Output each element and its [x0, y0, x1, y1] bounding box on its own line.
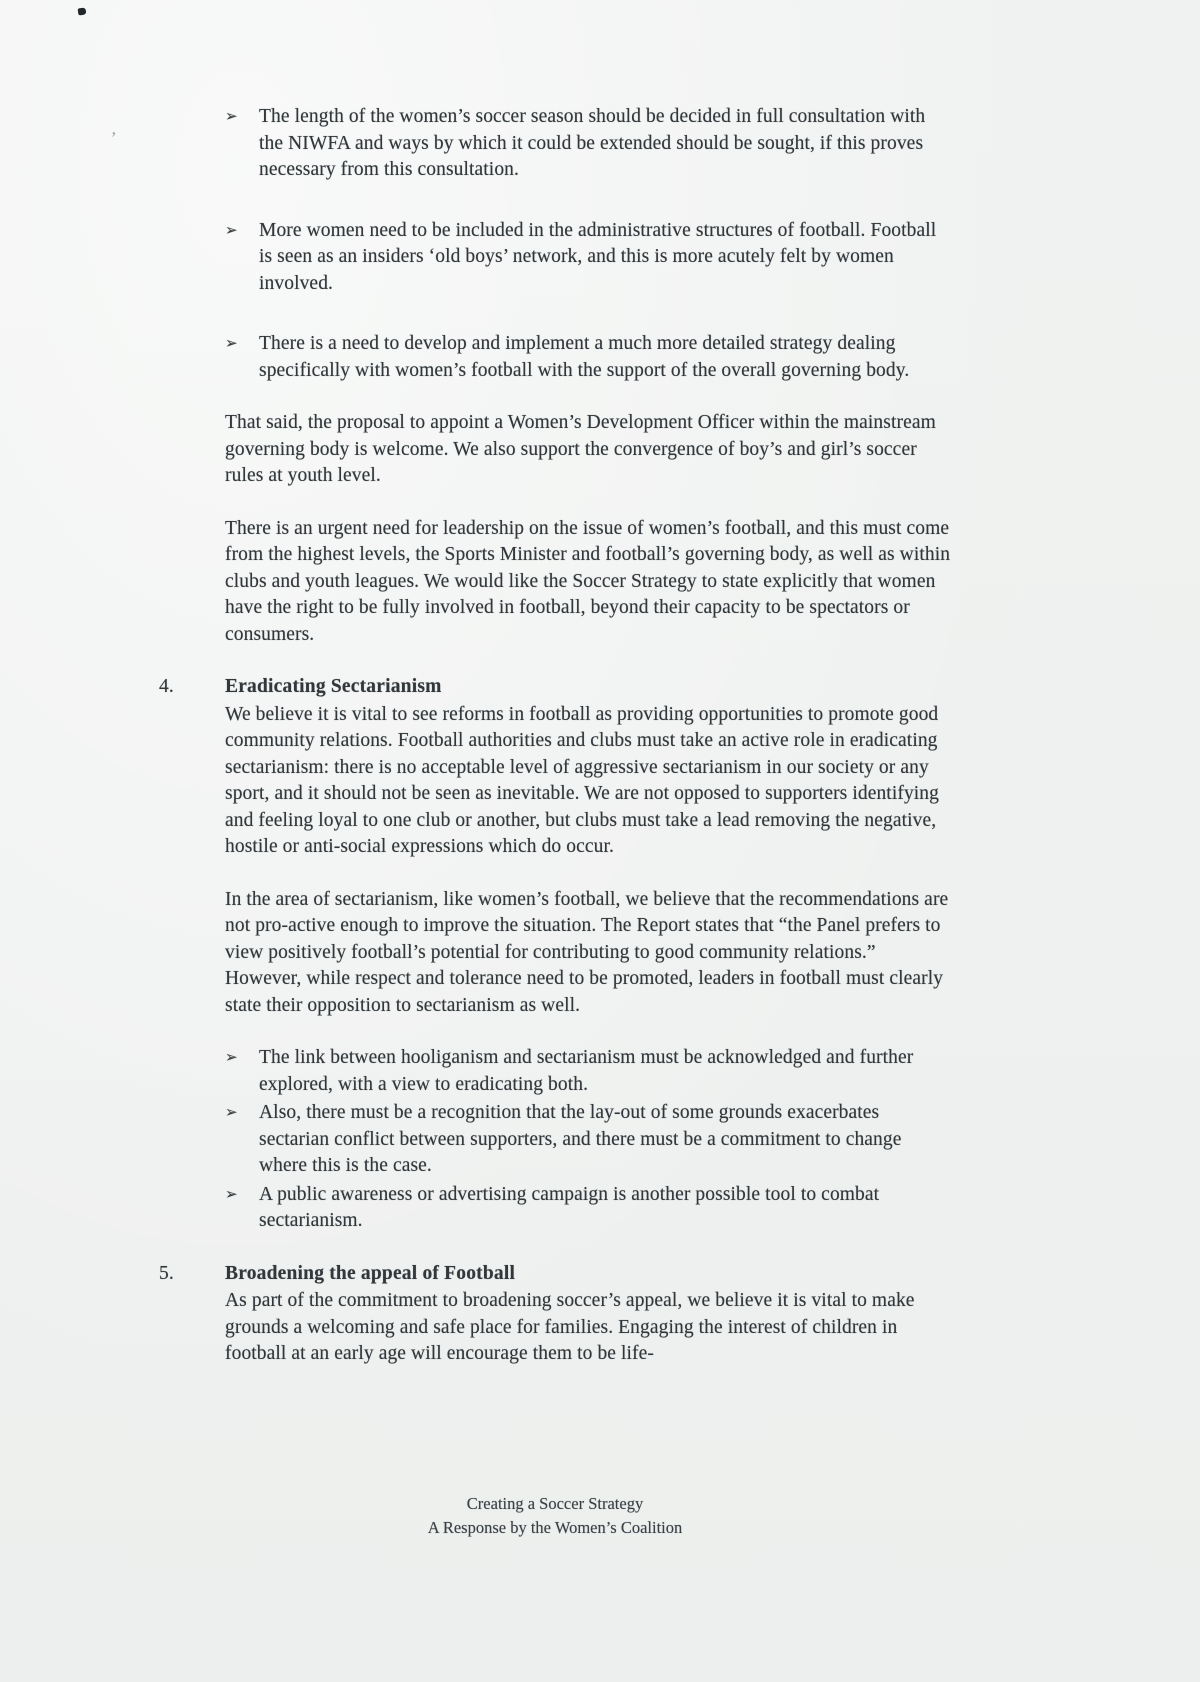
- arrow-bullet-icon: ➢: [225, 1050, 238, 1066]
- section-eradicating-sectarianism: [159, 674, 953, 861]
- bullet-text: Also, there must be a recognition that the lay-out of some grounds exacerbates sectarian conflict between supporters, and there must be a commitment to change where this is the case.: [259, 1102, 902, 1176]
- list-item: [225, 104, 953, 184]
- bullet-text: The length of the women’s soccer season should be decided in full consultation with the NIWFA and ways by which it could be extended should be sought, if this proves necessary from this consultation.: [259, 106, 926, 180]
- list-item: [225, 1100, 953, 1180]
- paragraph-in-the-area: In the area of sectarianism, like women’s football, we believe that the recommendations are not pro-active enough to improve the situation. The Report states that “the Panel prefers to view positively football’s potential for contributing to good community relations.” However, while respect and tolerance need to be promoted, leaders in football must clearly state their opposition to sectarianism as well.: [225, 888, 949, 1016]
- bullet-list-womens-football: [225, 104, 953, 384]
- paragraph-urgent-need: There is an urgent need for leadership on the issue of women’s football, and this must come from the highest levels, the Sports Minister and football’s governing body, as well as within clubs and youth leagues. We would like the Soccer Strategy to state explicitly that women have the right to be fully involved in football, beyond their capacity to be spectators or consumers.: [225, 517, 951, 645]
- section-number: 5.: [159, 1262, 174, 1284]
- section-broadening-appeal: [159, 1261, 953, 1368]
- section-body: We believe it is vital to see reforms in football as providing opportunities to promote good community relations. Football authorities and clubs must take an active role in eradicating sectarianism: there is no acceptable level of aggressive sectarianism in our society or any sport, and it should not be seen as inevitable. We are not opposed to supporters identifying and feeling loyal to one club or another, but clubs must take a lead removing the negative, hostile or anti-social expressions which do occur.: [225, 703, 940, 857]
- bullet-text: There is a need to develop and implement a much more detailed strategy dealing specifically with women’s football with the support of the overall governing body.: [259, 333, 910, 381]
- list-item: [225, 331, 953, 384]
- footer-title: Creating a Soccer Strategy: [466, 1494, 644, 1513]
- section-heading: [159, 674, 953, 701]
- section-body: As part of the commitment to broadening soccer’s appeal, we believe it is vital to make grounds a welcoming and safe place for families. Engaging the interest of children in football at an early age will encourage them to be life-: [225, 1290, 915, 1364]
- footer-subtitle: A Response by the Women’s Coalition: [427, 1518, 683, 1537]
- bullet-text: The link between hooliganism and sectarianism must be acknowledged and further explored, with a view to eradicating both.: [259, 1047, 914, 1095]
- arrow-bullet-icon: ➢: [225, 336, 238, 352]
- bullet-text: More women need to be included in the administrative structures of football. Football is seen as an insiders ‘old boys’ network, and this is more acutely felt by women involved.: [259, 219, 937, 294]
- section-title: Broadening the appeal of Football: [225, 1262, 516, 1284]
- section-heading: [159, 1261, 953, 1288]
- scan-artifact-mark: ,: [111, 117, 118, 139]
- list-item: [225, 218, 953, 298]
- paragraph-that-said: That said, the proposal to appoint a Women’s Development Officer within the mainstream governing body is welcome. We also support the convergence of boy’s and girl’s soccer rules at youth level.: [225, 412, 936, 486]
- arrow-bullet-icon: ➢: [225, 109, 238, 125]
- list-item: [225, 1045, 953, 1098]
- section-title: Eradicating Sectarianism: [225, 676, 442, 697]
- scan-artifact-dot: [78, 7, 87, 15]
- section-number: 4.: [159, 676, 174, 697]
- document-body: [159, 104, 953, 1368]
- arrow-bullet-icon: ➢: [225, 1105, 238, 1121]
- page-footer: [0, 1492, 1110, 1540]
- arrow-bullet-icon: ➢: [225, 222, 238, 239]
- bullet-list-sectarianism: [225, 1045, 953, 1235]
- arrow-bullet-icon: ➢: [225, 1186, 238, 1203]
- bullet-text: A public awareness or advertising campaign is another possible tool to combat sectarianism.: [259, 1183, 880, 1231]
- list-item: [225, 1182, 953, 1235]
